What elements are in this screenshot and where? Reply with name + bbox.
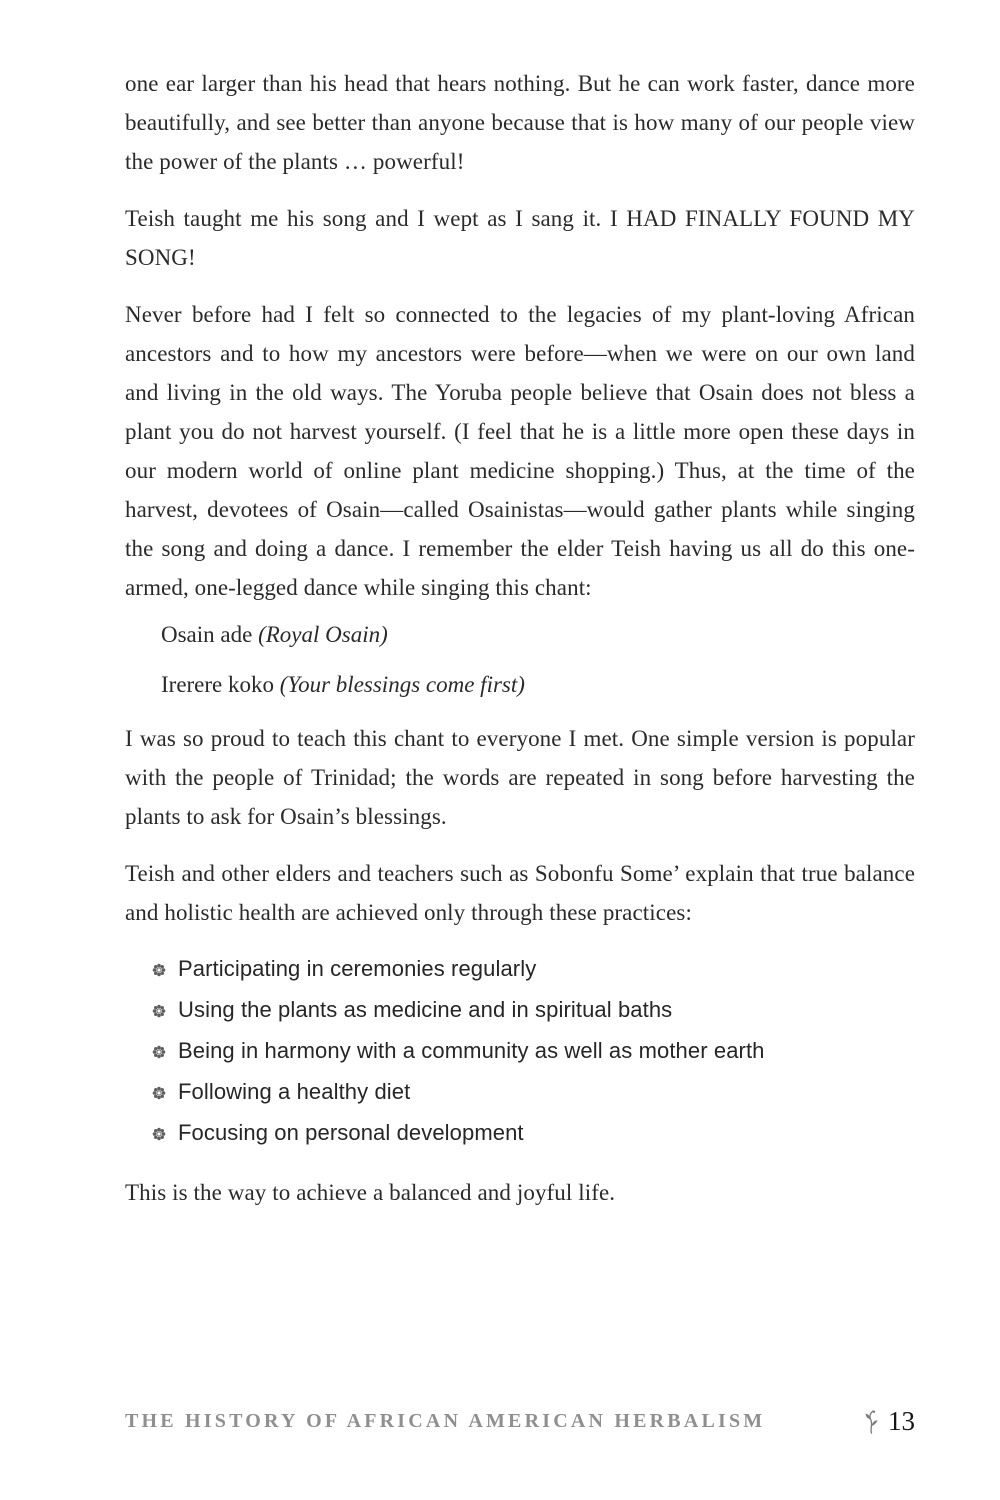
paragraph: Teish and other elders and teachers such as Sobonfu Some’ explain that true balance and holistic health are achieved only through these practices: <box>125 861 915 925</box>
chant-text: Irerere koko <box>161 672 280 697</box>
list-item <box>152 1071 915 1112</box>
flower-rosette-bullet-icon <box>152 1004 166 1018</box>
flower-rosette-bullet-icon <box>152 1045 166 1059</box>
chant-translation: (Royal Osain) <box>258 622 388 647</box>
running-footer <box>125 1406 915 1437</box>
list-item <box>152 1030 915 1071</box>
list-item <box>152 1112 915 1153</box>
chant-block <box>161 613 915 707</box>
paragraph: Never before had I felt so connected to the legacies of my plant-loving African ancestors and to how my ancestors were before—when we were on our own land and living in the old ways. The Yoruba people believe that Osain does not bless a plant you do not harvest yourself. (I feel that he is a little more open these days in our modern world of online plant medicine shopping.) Thus, at the time of the harvest, devotees of Osain—called Osainistas—would gather plants while singing the song and doing a dance. I remember the elder Teish having us all do this one-armed, one-legged dance while singing this chant: <box>125 302 915 600</box>
page-body <box>125 64 915 1212</box>
list-item-label: Following a healthy diet <box>178 1079 411 1104</box>
paragraph: I was so proud to teach this chant to everyone I met. One simple version is popular with the people of Trinidad; the words are repeated in song before harvesting the plants to ask for Osain’s blessings. <box>125 726 915 829</box>
list-item-label: Focusing on personal development <box>178 1120 524 1145</box>
list-item-label: Using the plants as medicine and in spiritual baths <box>178 997 673 1022</box>
page-number: 13 <box>888 1406 915 1436</box>
paragraph: Teish taught me his song and I wept as I sang it. I HAD FINALLY FOUND MY SONG! <box>125 206 915 270</box>
chant-translation: (Your blessings come first) <box>279 672 525 697</box>
list-item <box>152 948 915 989</box>
paragraph: This is the way to achieve a balanced and joyful life. <box>125 1180 616 1205</box>
flower-rosette-bullet-icon <box>152 1127 166 1141</box>
list-item <box>152 989 915 1030</box>
practices-list <box>125 948 915 1153</box>
chant-line <box>161 613 915 657</box>
list-item-label: Being in harmony with a community as well as mother earth <box>178 1038 765 1063</box>
running-footer-title: THE HISTORY OF AFRICAN AMERICAN HERBALISM <box>125 1410 766 1432</box>
chant-text: Osain ade <box>161 622 259 647</box>
chant-line <box>161 663 915 707</box>
paragraph: one ear larger than his head that hears nothing. But he can work faster, dance more beautifully, and see better than anyone because that is how many of our people view the power of the plants … powerful! <box>125 71 915 174</box>
flower-rosette-bullet-icon <box>152 1086 166 1100</box>
flower-rosette-bullet-icon <box>152 963 166 977</box>
page-number-group <box>863 1406 915 1437</box>
list-item-label: Participating in ceremonies regularly <box>178 956 537 981</box>
fleuron-ornament-icon <box>863 1409 880 1435</box>
